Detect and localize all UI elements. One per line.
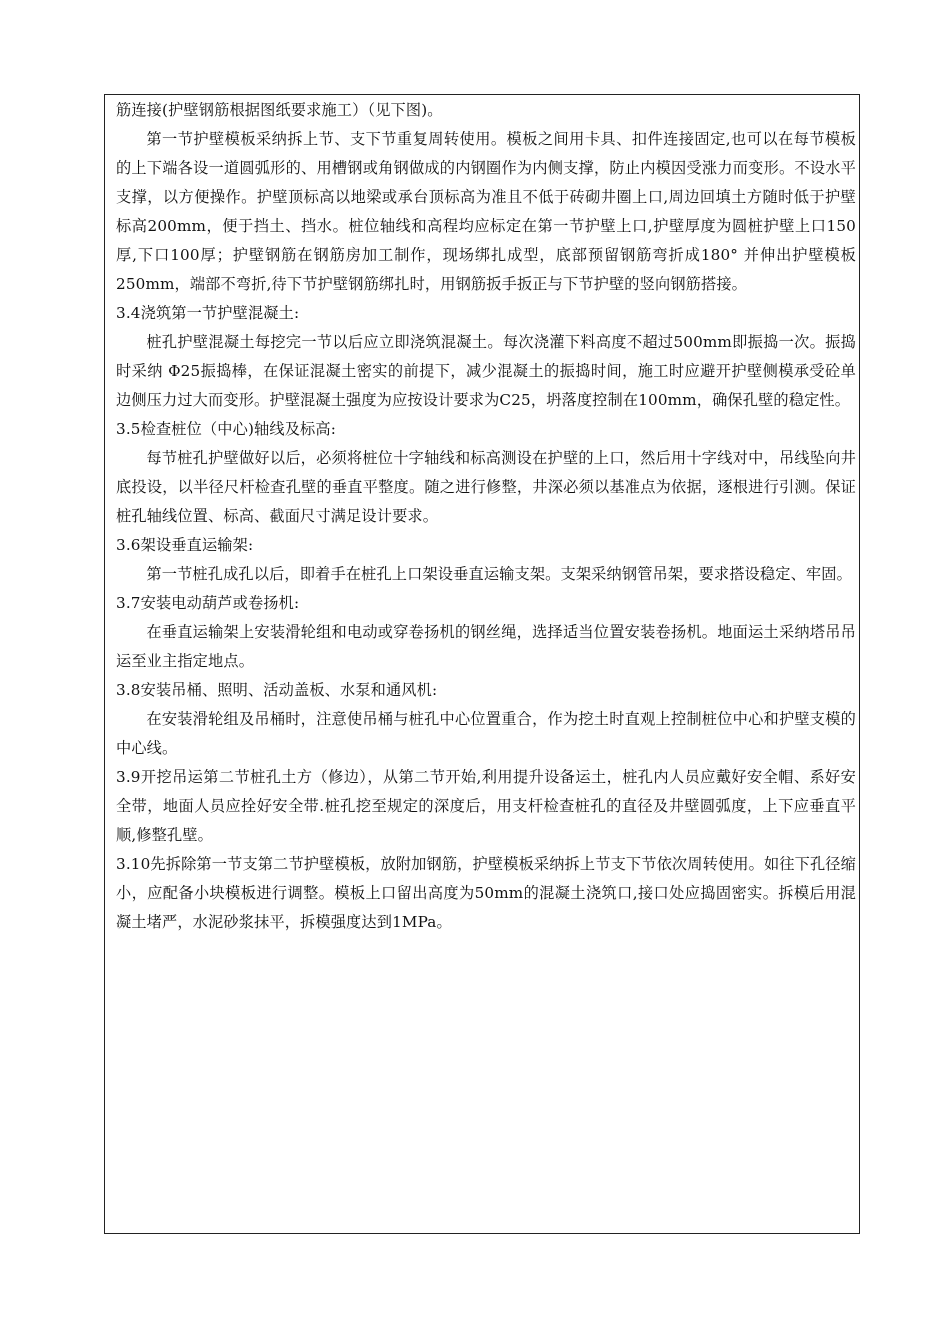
heading-3-7: 3.7安装电动葫芦或卷扬机: — [116, 594, 300, 612]
heading-3-5: 3.5检查桩位（中心)轴线及标高: — [116, 420, 336, 438]
paragraph-3-7-body: 在垂直运输架上安装滑轮组和电动或穿卷扬机的钢丝绳，选择适当位置安装卷扬机。地面运土采纳塔吊吊运至业主指定地点。 — [116, 623, 856, 670]
paragraph-3-9: 3.9开挖吊运第二节桩孔土方（修边），从第二节开始,利用提升设备运土，桩孔内人员应戴好安全帽、系好安全带，地面人员应拴好安全带.桩孔挖至规定的深度后，用支杆检查桩孔的直径及井壁圆弧度，上下应垂直平顺,修整孔壁。 — [116, 768, 856, 844]
paragraph-3-10: 3.10先拆除第一节支第二节护壁模板，放附加钢筋，护壁模板采纳拆上节支下节依次周转使用。如往下孔径缩小，应配备小块模板进行调整。模板上口留出高度为50mm的混凝土浇筑口,接口处应捣固密实。拆模后用混凝土堵严，水泥砂浆抹平，拆模强度达到1MPa。 — [116, 855, 856, 931]
paragraph-3-8-body: 在安装滑轮组及吊桶时，注意使吊桶与桩孔中心位置重合，作为挖土时直观上控制桩位中心和护壁支模的中心线。 — [116, 710, 856, 757]
document-body — [116, 96, 856, 937]
paragraph-rebar-connection: 筋连接(护壁钢筋根据图纸要求施工）（见下图)。 — [116, 101, 443, 119]
heading-3-4: 3.4浇筑第一节护壁混凝土: — [116, 304, 300, 322]
paragraph-first-section-formwork: 第一节护壁模板采纳拆上节、支下节重复周转使用。模板之间用卡具、扣件连接固定,也可以在每节模板的上下端各设一道圆弧形的、用槽钢或角钢做成的内钢圈作为内侧支撑，防止内模因受涨力而变形。不设水平支撑，以方便操作。护壁顶标高以地梁或承台顶标高为准且不低于砖砌井圈上口,周边回填土方随时低于护壁标高200mm，便于挡土、挡水。桩位轴线和高程均应标定在第一节护壁上口,护壁厚度为圆桩护壁上口150厚,下口100厚；护壁钢筋在钢筋房加工制作，现场绑扎成型，底部预留钢筋弯折成180° 并伸出护壁模板250mm，端部不弯折,待下节护壁钢筋绑扎时，用钢筋扳手扳正与下节护壁的竖向钢筋搭接。 — [116, 130, 856, 293]
heading-3-8: 3.8安装吊桶、照明、活动盖板、水泵和通风机: — [116, 681, 438, 699]
paragraph-3-4-body: 桩孔护壁混凝土每挖完一节以后应立即浇筑混凝土。每次浇灌下料高度不超过500mm即振捣一次。振捣时采纳 Φ25振捣棒，在保证混凝土密实的前提下，减少混凝土的振捣时间，施工时应避开护壁侧模承受砼单边侧压力过大而变形。护壁混凝土强度为应按设计要求为C25，坍落度控制在100mm，确保孔壁的稳定性。 — [116, 333, 856, 409]
paragraph-3-5-body: 每节桩孔护壁做好以后，必须将桩位十字轴线和标高测设在护壁的上口，然后用十字线对中，吊线坠向井底投设，以半径尺杆检查孔壁的垂直平整度。随之进行修整，井深必须以基准点为依据，逐根进行引测。保证桩孔轴线位置、标高、截面尺寸满足设计要求。 — [116, 449, 856, 525]
paragraph-3-6-body: 第一节桩孔成孔以后，即着手在桩孔上口架设垂直运输支架。支架采纳钢管吊架，要求搭设稳定、牢固。 — [146, 565, 852, 583]
heading-3-6: 3.6架设垂直运输架: — [116, 536, 254, 554]
